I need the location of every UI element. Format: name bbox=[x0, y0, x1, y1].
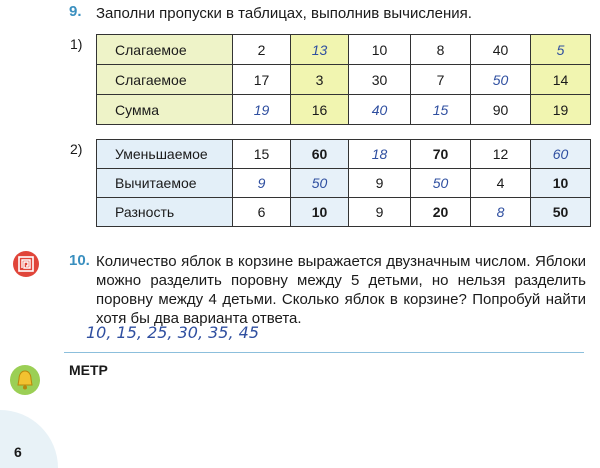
table-cell: 40 bbox=[349, 95, 411, 125]
table-cell: 50 bbox=[471, 65, 531, 95]
table-cell: 12 bbox=[471, 140, 531, 169]
table-cell: 50 bbox=[531, 198, 591, 227]
table-cell: 4 bbox=[471, 169, 531, 198]
table-cell: 8 bbox=[411, 35, 471, 65]
row-label: Уменьшаемое bbox=[97, 140, 233, 169]
part-2-label: 2) bbox=[70, 141, 83, 157]
table-cell: 16 bbox=[291, 95, 349, 125]
table-row bbox=[97, 198, 591, 227]
task-9-instruction: Заполни пропуски в таблицах, выполнив вычисления. bbox=[96, 5, 472, 22]
table-cell: 2 bbox=[233, 35, 291, 65]
table-cell: 10 bbox=[291, 198, 349, 227]
task-10-number: 10. bbox=[69, 252, 90, 269]
table-cell: 3 bbox=[291, 65, 349, 95]
table-cell: 70 bbox=[411, 140, 471, 169]
table-cell: 13 bbox=[291, 35, 349, 65]
table-cell: 14 bbox=[531, 65, 591, 95]
table-cell: 19 bbox=[531, 95, 591, 125]
subtraction-table bbox=[96, 139, 591, 227]
task-10-text: Количество яблок в корзине выражается двузначным числом. Яблоки можно разделить поровну между 5 детьми, но нельзя разделить поровну между 4 детьми. Сколько яблок в корзине? Попробуй найти хотя бы два варианта ответа. bbox=[96, 253, 586, 327]
table-cell: 17 bbox=[233, 65, 291, 95]
table-cell: 5 bbox=[531, 35, 591, 65]
addition-table bbox=[96, 34, 591, 125]
row-label: Слагаемое bbox=[97, 65, 233, 95]
task-9-number: 9. bbox=[69, 3, 82, 20]
row-label: Разность bbox=[97, 198, 233, 227]
part-1-label: 1) bbox=[70, 36, 83, 52]
table-cell: 18 bbox=[349, 140, 411, 169]
table-cell: 50 bbox=[291, 169, 349, 198]
table-cell: 40 bbox=[471, 35, 531, 65]
page-number: 6 bbox=[14, 444, 22, 460]
table-cell: 19 bbox=[233, 95, 291, 125]
table-cell: 60 bbox=[291, 140, 349, 169]
table-cell: 10 bbox=[531, 169, 591, 198]
table-cell: 9 bbox=[349, 198, 411, 227]
table-row bbox=[97, 169, 591, 198]
task-10-answer: 10, 15, 25, 30, 35, 45 bbox=[86, 323, 260, 342]
table-cell: 9 bbox=[349, 169, 411, 198]
table-cell: 90 bbox=[471, 95, 531, 125]
table-row bbox=[97, 65, 591, 95]
bell-icon bbox=[10, 365, 40, 395]
row-label: Вычитаемое bbox=[97, 169, 233, 198]
table-cell: 10 bbox=[349, 35, 411, 65]
table-cell: 7 bbox=[411, 65, 471, 95]
table-cell: 30 bbox=[349, 65, 411, 95]
table-row bbox=[97, 140, 591, 169]
table-cell: 15 bbox=[233, 140, 291, 169]
table-row bbox=[97, 95, 591, 125]
table-cell: 20 bbox=[411, 198, 471, 227]
table-cell: 6 bbox=[233, 198, 291, 227]
table-row bbox=[97, 35, 591, 65]
table-cell: 9 bbox=[233, 169, 291, 198]
table-cell: 8 bbox=[471, 198, 531, 227]
row-label: Слагаемое bbox=[97, 35, 233, 65]
row-label: Сумма bbox=[97, 95, 233, 125]
section-title: МЕТР bbox=[69, 362, 108, 378]
page-tab bbox=[0, 410, 58, 468]
spiral-square-icon bbox=[13, 251, 39, 277]
table-cell: 60 bbox=[531, 140, 591, 169]
table-cell: 15 bbox=[411, 95, 471, 125]
table-cell: 50 bbox=[411, 169, 471, 198]
section-divider bbox=[64, 352, 584, 353]
